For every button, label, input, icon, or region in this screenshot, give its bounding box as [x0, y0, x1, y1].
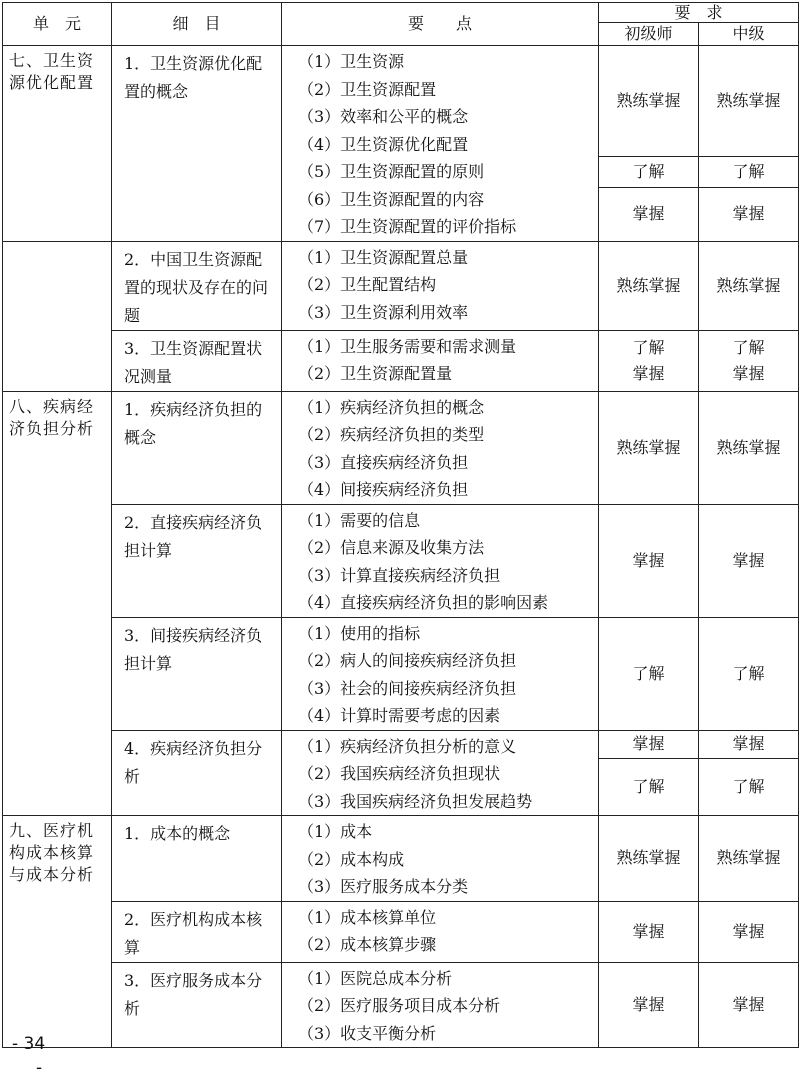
req-junior — [599, 330, 699, 391]
point-line: （3）效率和公平的概念 — [298, 107, 469, 126]
points-cell — [282, 46, 599, 242]
req-mid: 熟练掌握 — [699, 241, 799, 330]
req-junior: 熟练掌握 — [599, 46, 699, 157]
req-mid: 熟练掌握 — [699, 46, 799, 157]
point-line: （2）成本核算步骤 — [298, 935, 437, 954]
point-line: （3）我国疾病经济负担发展趋势 — [298, 791, 533, 811]
req-mid: 熟练掌握 — [699, 816, 799, 902]
points-cell — [282, 816, 599, 902]
syllabus-table — [2, 2, 799, 1048]
point-line: （1）成本 — [298, 822, 373, 841]
point-line: （2）卫生资源配置量 — [298, 364, 453, 383]
item-cell: 1．疾病经济负担的概念 — [112, 391, 282, 504]
item-cell: 4．疾病经济负担分析 — [112, 730, 282, 816]
req-mid: 了解 — [699, 758, 799, 816]
unit-cell-continued — [3, 241, 112, 391]
point-line: （2）我国疾病经济负担现状 — [298, 764, 501, 783]
point-line: （2）疾病经济负担的类型 — [298, 425, 485, 444]
points-cell — [282, 241, 599, 330]
item-cell: 1．卫生资源优化配置的概念 — [112, 46, 282, 242]
header-mid: 中级 — [699, 23, 799, 46]
point-line: （4）计算时需要考虑的因素 — [298, 706, 501, 725]
point-line: （2）信息来源及收集方法 — [298, 538, 485, 557]
req-junior: 掌握 — [599, 901, 699, 962]
req-junior: 掌握 — [599, 962, 699, 1048]
req-mid: 熟练掌握 — [699, 391, 799, 504]
header-points: 要 点 — [282, 3, 599, 46]
req-mid: 掌握 — [699, 187, 799, 241]
point-line: （2）病人的间接疾病经济负担 — [298, 651, 517, 670]
req-mid: 掌握 — [699, 962, 799, 1048]
header-requirement: 要 求 — [599, 3, 799, 23]
req-junior: 了解 — [599, 156, 699, 187]
item-cell: 3．间接疾病经济负担计算 — [112, 617, 282, 730]
page-number: - 34 — [12, 1034, 46, 1054]
req-junior: 掌握 — [599, 187, 699, 241]
req-junior: 了解 — [599, 617, 699, 730]
point-line: （1）成本核算单位 — [298, 907, 437, 927]
header-junior: 初级师 — [599, 23, 699, 46]
points-cell — [282, 901, 599, 962]
req-junior: 熟练掌握 — [599, 816, 699, 902]
point-line: （5）卫生资源配置的原则 — [298, 162, 485, 181]
req-mid: 了解 — [699, 617, 799, 730]
req-value: 了解 — [732, 337, 765, 357]
point-line: （1）卫生资源 — [298, 52, 405, 71]
point-line: （7）卫生资源配置的评价指标 — [298, 217, 517, 236]
point-line: （1）需要的信息 — [298, 510, 421, 530]
point-line: （3）卫生资源利用效率 — [298, 302, 469, 322]
points-cell — [282, 617, 599, 730]
point-line: （3）直接疾病经济负担 — [298, 452, 469, 472]
point-line: （4）卫生资源优化配置 — [298, 134, 469, 154]
req-junior: 掌握 — [599, 730, 699, 758]
point-line: （3）计算直接疾病经济负担 — [298, 565, 501, 585]
req-junior: 掌握 — [599, 504, 699, 617]
point-line: （6）卫生资源配置的内容 — [298, 189, 485, 209]
req-mid: 掌握 — [699, 901, 799, 962]
point-line: （1）疾病经济负担分析的意义 — [298, 736, 517, 756]
point-line: （2）卫生资源配置 — [298, 79, 437, 99]
item-cell: 2．中国卫生资源配置的现状及存在的问题 — [112, 241, 282, 330]
point-line: （2）卫生配置结构 — [298, 275, 437, 294]
req-value: 掌握 — [632, 363, 665, 383]
points-cell — [282, 504, 599, 617]
req-value: 掌握 — [732, 363, 765, 383]
req-value: 了解 — [632, 337, 665, 357]
point-line: （1）医院总成本分析 — [298, 968, 453, 988]
point-line: （1）疾病经济负担的概念 — [298, 397, 485, 417]
point-line: （1）卫生资源配置总量 — [298, 247, 469, 267]
point-line: （1）使用的指标 — [298, 623, 421, 643]
unit-cell: 八、疾病经济负担分析 — [3, 391, 112, 816]
point-line: （1）卫生服务需要和需求测量 — [298, 336, 517, 356]
point-line: （4）间接疾病经济负担 — [298, 480, 469, 499]
page-footer — [12, 1032, 45, 1080]
points-cell — [282, 391, 599, 504]
points-cell — [282, 730, 599, 816]
req-junior: 熟练掌握 — [599, 391, 699, 504]
req-mid: 掌握 — [699, 730, 799, 758]
req-mid: 了解 — [699, 156, 799, 187]
point-line: （3）医疗服务成本分类 — [298, 877, 469, 896]
unit-cell: 七、卫生资源优化配置 — [3, 46, 112, 242]
item-cell: 3．卫生资源配置状况测量 — [112, 330, 282, 391]
req-junior: 了解 — [599, 758, 699, 816]
point-line: （2）成本构成 — [298, 849, 405, 869]
point-line: （2）医疗服务项目成本分析 — [298, 996, 501, 1015]
req-mid: 掌握 — [699, 504, 799, 617]
header-unit: 单 元 — [3, 3, 112, 46]
item-cell: 1．成本的概念 — [112, 816, 282, 902]
req-mid — [699, 330, 799, 391]
point-line: （4）直接疾病经济负担的影响因素 — [298, 593, 549, 612]
point-line: （3）社会的间接疾病经济负担 — [298, 678, 517, 698]
footer-dash: - — [36, 1058, 43, 1078]
header-item: 细 目 — [112, 3, 282, 46]
req-junior: 熟练掌握 — [599, 241, 699, 330]
point-line: （3）收支平衡分析 — [298, 1023, 437, 1043]
unit-cell: 九、医疗机构成本核算与成本分析 — [3, 816, 112, 1048]
item-cell: 2．直接疾病经济负担计算 — [112, 504, 282, 617]
item-cell: 3．医疗服务成本分析 — [112, 962, 282, 1048]
item-cell: 2．医疗机构成本核算 — [112, 901, 282, 962]
points-cell — [282, 962, 599, 1048]
points-cell — [282, 330, 599, 391]
